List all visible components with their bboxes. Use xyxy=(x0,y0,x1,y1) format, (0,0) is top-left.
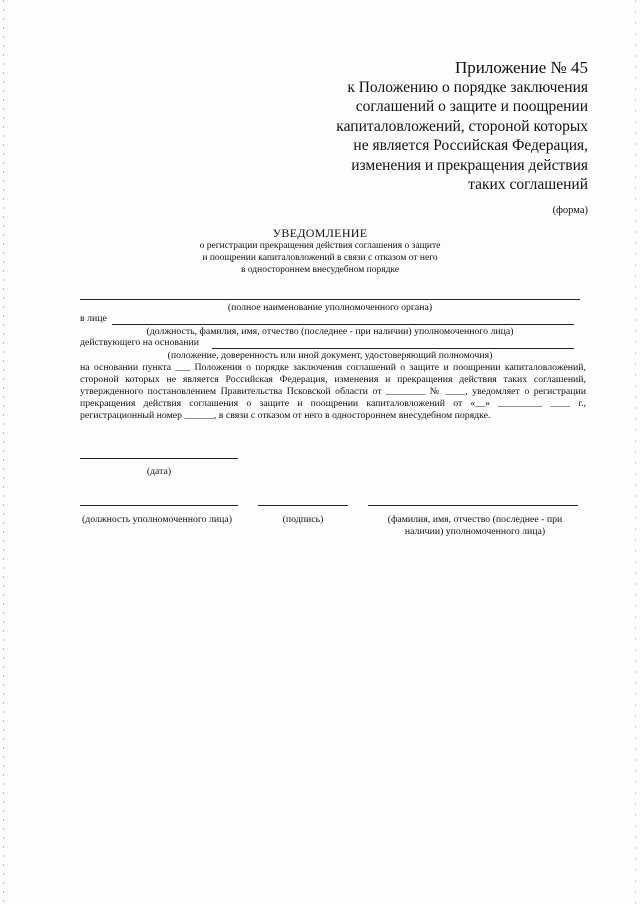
subtitle-line: в одностороннем внесудебном порядке xyxy=(240,265,400,275)
position-line xyxy=(80,505,238,506)
position-caption: (должность уполномоченного лица) xyxy=(82,514,232,525)
subtitle-line: и поощрении капиталовложений в связи с отказом от него xyxy=(202,253,438,263)
appendix-header xyxy=(298,58,588,195)
date-line xyxy=(80,458,238,459)
appendix-line: изменения и прекращения действия xyxy=(351,156,588,174)
body-paragraph: на основании пункта ___ Положения о порядке заключения соглашений о защите и поощрении капиталовложений, стороной которых не является Российская Федерация, изменения и прекращения действия таких соглашений, утвержденного постановлением Правительства Псковской области от ________ № ____, уведомляет о регистрации прекращения действия соглашения о защите и поощрении капиталовложений от «__» _________ ____ г., регистрационный номер ______, в связи с отказом от него в одностороннем внесудебном порядке. xyxy=(80,362,586,421)
appendix-number: Приложение № 45 xyxy=(455,58,588,77)
date-caption: (дата) xyxy=(146,466,172,477)
document-title: УВЕДОМЛЕНИЕ xyxy=(272,226,368,240)
scan-edge-left xyxy=(3,0,4,905)
appendix-line: соглашений о защите и поощрении xyxy=(355,98,588,115)
in-person-label: в лице xyxy=(80,313,107,324)
scan-edge-right xyxy=(635,0,636,905)
person-caption: (должность, фамилия, имя, отчество (последнее - при наличии) уполномоченного лица) xyxy=(146,326,514,337)
person-line xyxy=(112,324,574,325)
fullname-caption: (фамилия, имя, отчество (последнее - при наличии) уполномоченного лица) xyxy=(387,514,563,537)
acting-label: действующего на основании xyxy=(80,337,199,348)
signature-caption: (подпись) xyxy=(282,514,324,525)
signature-line xyxy=(258,505,348,506)
appendix-line: к Положению о порядке заключения xyxy=(347,78,588,96)
document-subtitle xyxy=(0,240,640,276)
basis-caption: (положение, доверенность или иной документ, удостоверяющий полномочия) xyxy=(167,350,493,361)
appendix-line: таких соглашений xyxy=(468,176,588,193)
appendix-line: капиталовложений, стороной которых xyxy=(336,117,588,135)
form-label: (форма) xyxy=(552,205,588,216)
fullname-line xyxy=(368,505,578,506)
subtitle-line: о регистрации прекращения действия соглашения о защите xyxy=(199,241,441,251)
basis-line xyxy=(212,348,574,349)
organ-name-line xyxy=(80,299,580,300)
appendix-line: не является Российская Федерация, xyxy=(353,137,588,154)
organ-caption: (полное наименование уполномоченного органа) xyxy=(227,302,433,313)
